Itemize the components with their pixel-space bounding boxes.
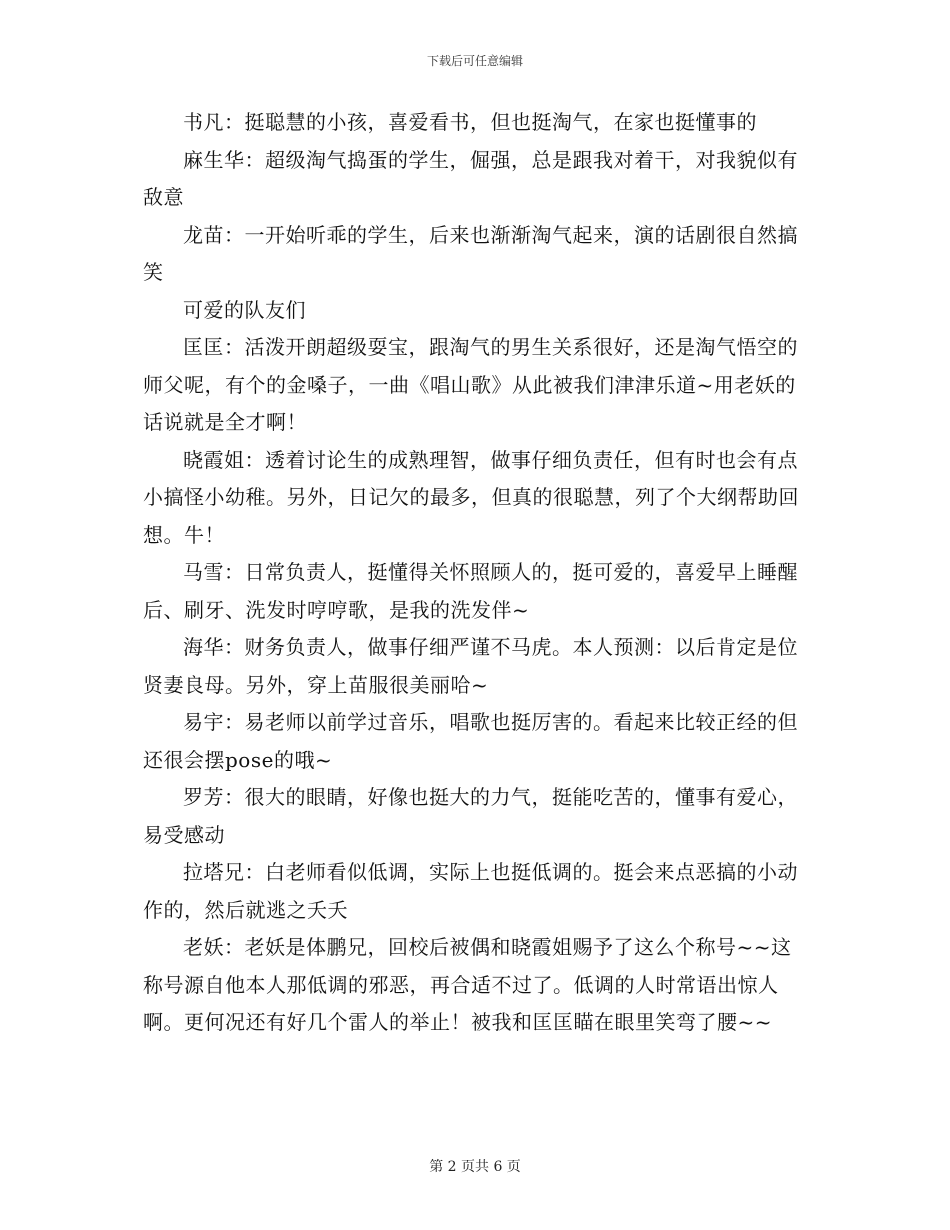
paragraph-kuangkuang: 匡匡：活泼开朗超级耍宝，跟淘气的男生关系很好，还是淘气悟空的师父呢，有个的金嗓子，一曲《唱山歌》从此被我们津津乐道~用老妖的话说就是全才啊！ — [143, 335, 798, 434]
paragraph-longmiao: 龙苗：一开始听乖的学生，后来也渐渐淘气起来，演的话剧很自然搞笑 — [143, 222, 798, 284]
paragraph-laoyao: 老妖：老妖是体鹏兄，回校后被偶和晓霞姐赐予了这么个称号~~这称号源自他本人那低调的邪恶，再合适不过了。低调的人时常语出惊人啊。更何况还有好几个雷人的举止！被我和匡匡瞄在眼里笑弯了腰~~ — [143, 935, 792, 1034]
page-number-footer: 第 2 页共 6 页 — [429, 1159, 521, 1175]
paragraph-mashenghua: 麻生华：超级淘气捣蛋的学生，倔强，总是跟我对着干，对我貌似有敌意 — [143, 147, 798, 209]
section-heading-teammates: 可爱的队友们 — [183, 297, 306, 322]
paragraph-haihua: 海华：财务负责人，做事仔细严谨不马虎。本人预测：以后肯定是位贤妻良母。另外，穿上苗服很美丽哈~ — [143, 635, 798, 697]
paragraph-lata: 拉塔兄：白老师看似低调，实际上也挺低调的。挺会来点恶搞的小动作的，然后就逃之夭夭 — [143, 860, 798, 922]
document-body — [143, 104, 803, 1042]
paragraph-luofang: 罗芳：很大的眼睛，好像也挺大的力气，挺能吃苦的，懂事有爱心，易受感动 — [143, 785, 798, 847]
page-header: 下载后可任意编辑 — [426, 54, 523, 68]
paragraph-maxue: 马雪：日常负责人，挺懂得关怀照顾人的，挺可爱的，喜爱早上睡醒后、刷牙、洗发时哼哼歌，是我的洗发伴~ — [143, 560, 798, 622]
paragraph-xiaoxia: 晓霞姐：透着讨论生的成熟理智，做事仔细负责任，但有时也会有点小搞怪小幼稚。另外，日记欠的最多，但真的很聪慧，列了个大纲帮助回想。牛！ — [143, 447, 799, 547]
paragraph-yiyu: 易宇：易老师以前学过音乐，唱歌也挺厉害的。看起来比较正经的但还很会摆pose的哦~ — [143, 710, 798, 772]
paragraph-shufan: 书凡：挺聪慧的小孩，喜爱看书，但也挺淘气，在家也挺懂事的 — [183, 110, 757, 134]
